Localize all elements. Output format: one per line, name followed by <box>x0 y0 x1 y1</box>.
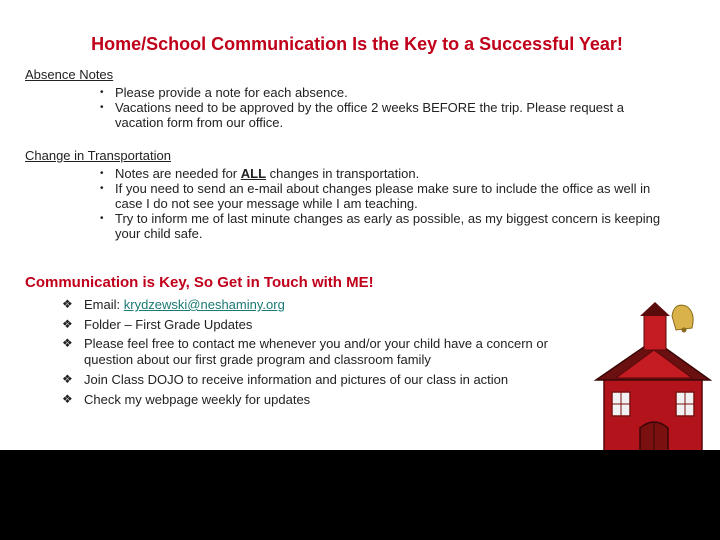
absence-heading: Absence Notes <box>25 67 114 82</box>
list-item: ❖ Please feel free to contact me whenever you and/or your child have a concern or question about our first grade program and classroom family <box>62 336 592 367</box>
emphasis-text: ALL <box>240 166 267 181</box>
page-title: Home/School Communication Is the Key to a Successful Year! <box>91 34 623 54</box>
communication-heading: Communication is Key, So Get in Touch with ME! <box>25 274 374 291</box>
communication-list <box>62 297 592 411</box>
email-label: Email: <box>84 297 124 312</box>
list-item: ❖ Check my webpage weekly for updates <box>62 392 592 408</box>
list-item: • Please provide a note for each absence. <box>96 85 668 100</box>
email-link[interactable]: krydzewski@neshaminy.org <box>123 297 285 312</box>
list-item: • Vacations need to be approved by the office 2 weeks BEFORE the trip. Please request a vacation form from our office. <box>96 100 668 130</box>
footer-bar <box>0 450 720 540</box>
list-item: • If you need to send an e-mail about changes please make sure to include the office as well in case I do not see your message while I am teaching. <box>96 181 668 211</box>
list-item <box>96 166 668 181</box>
list-item: ❖ Join Class DOJO to receive information and pictures of our class in action <box>62 372 592 388</box>
list-item-text: changes in transportation. <box>266 166 420 181</box>
transportation-list <box>96 166 668 241</box>
schoolhouse-bell-icon <box>590 288 718 476</box>
list-item-text: Notes are needed for <box>115 166 241 181</box>
absence-list <box>96 85 668 130</box>
list-item: • Try to inform me of last minute changes as early as possible, as my biggest concern is keeping your child safe. <box>96 211 668 241</box>
transportation-heading: Change in Transportation <box>25 148 171 163</box>
list-item <box>62 297 592 313</box>
list-item: ❖ Folder – First Grade Updates <box>62 317 592 333</box>
